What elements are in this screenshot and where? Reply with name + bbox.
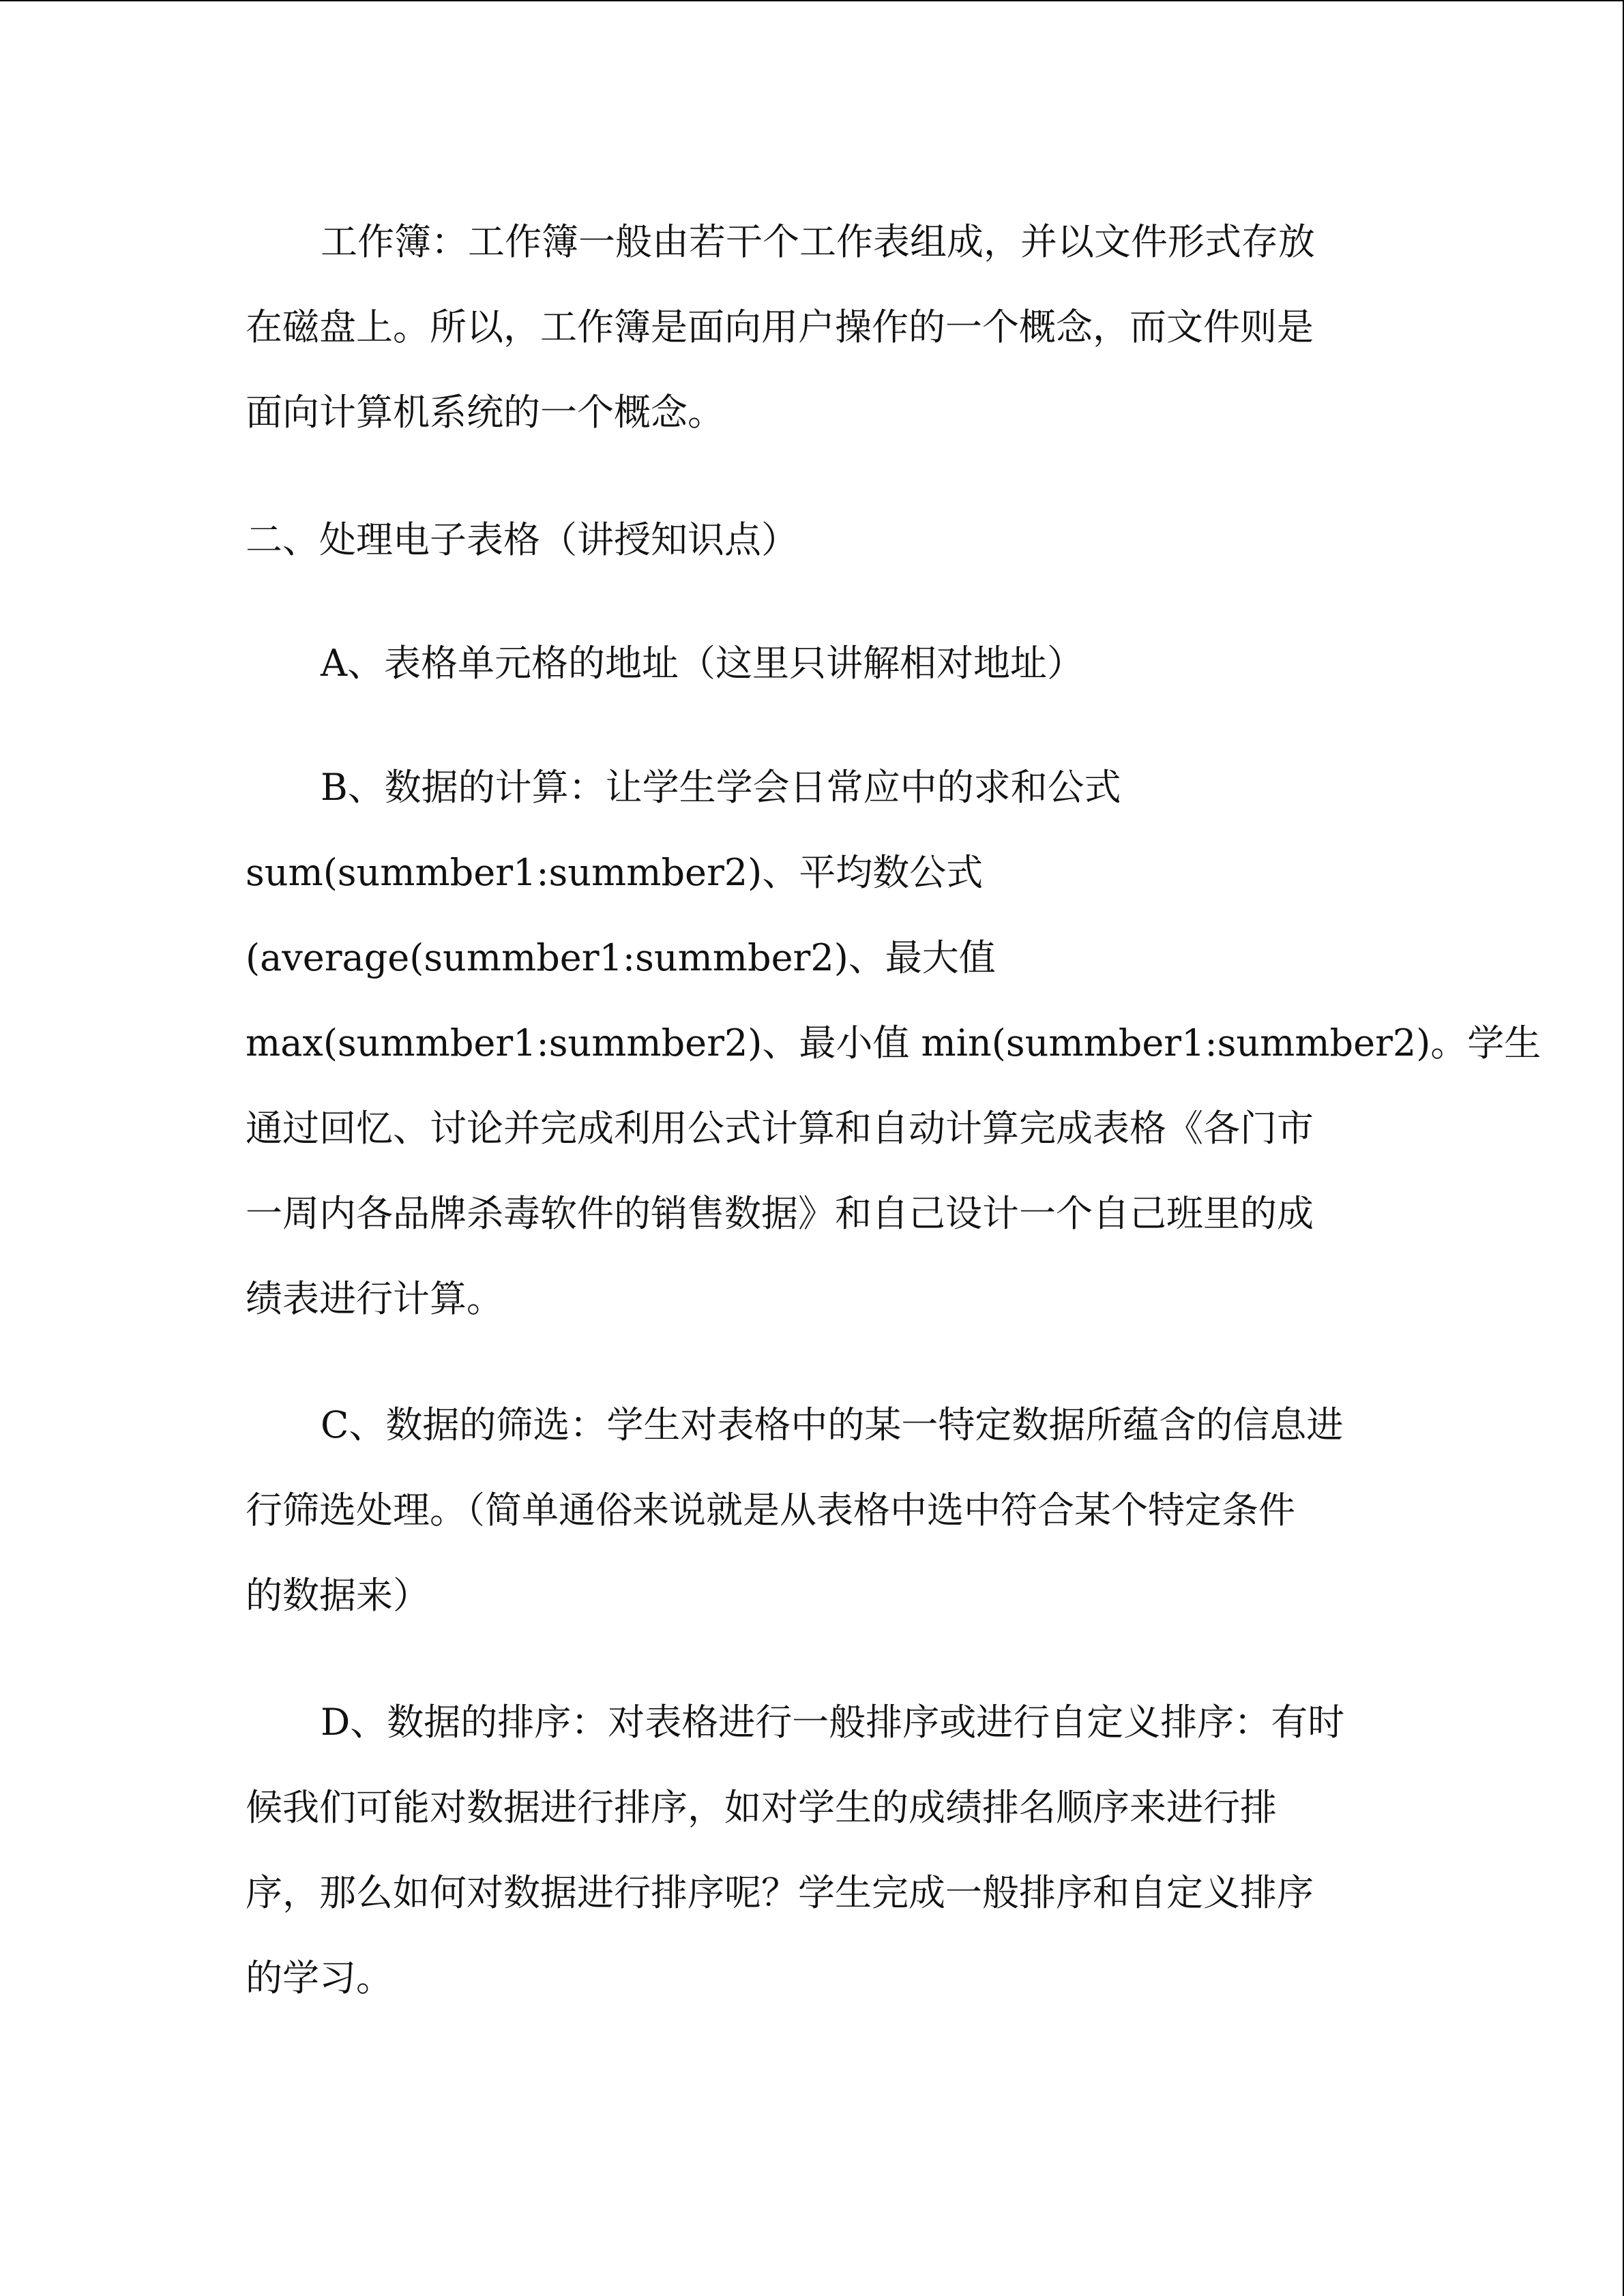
paragraph-item-a [246,621,1378,706]
paragraph-line: 的数据来） [246,1574,430,1617]
paragraph-line: max(summber1:summber2)、最小值 min(summber1:summber2)。学生 [246,1022,1541,1064]
paragraph-item-b [246,745,1541,1341]
paragraph-line: (average(summber1:summber2)、最大值 [246,936,996,979]
paragraph-line: 面向计算机系统的一个概念。 [246,391,724,434]
paragraph-line: 行筛选处理。（简单通俗来说就是从表格中选中符合某个特定条件 [246,1489,1295,1532]
paragraph-line: 在磁盘上。所以，工作簿是面向用户操作的一个概念，而文件则是 [246,305,1314,348]
section-heading [246,497,1378,582]
paragraph-line: 序，那么如何对数据进行排序呢？学生完成一般排序和自定义排序 [246,1871,1314,1914]
paragraph-line: 候我们可能对数据进行排序，如对学生的成绩排名顺序来进行排 [246,1786,1277,1829]
paragraph-line: 一周内各品牌杀毒软件的销售数据》和自己设计一个自己班里的成 [246,1192,1314,1235]
paragraph-item-c [246,1382,1378,1638]
paragraph-line: C、数据的筛选：学生对表格中的某一特定数据所蕴含的信息进 [321,1403,1344,1446]
paragraph-line: 通过回忆、讨论并完成利用公式计算和自动计算完成表格《各门市 [246,1107,1314,1150]
paragraph-line: A、表格单元格的地址（这里只讲解相对地址） [321,642,1084,685]
paragraph-line: D、数据的排序：对表格进行一般排序或进行自定义排序：有时 [321,1701,1345,1744]
paragraph-line: B、数据的计算：让学生学会日常应中的求和公式 [321,766,1121,809]
paragraph-line: 工作簿：工作簿一般由若干个工作表组成，并以文件形式存放 [321,220,1315,263]
paragraph-line: 的学习。 [246,1956,393,1999]
paragraph-line: sum(summber1:summber2)、平均数公式 [246,851,984,894]
paragraph-workbook [246,199,1378,455]
paragraph-line: 绩表进行计算。 [246,1277,503,1320]
section-heading-text: 二、处理电子表格（讲授知识点） [246,518,798,561]
paragraph-item-d [246,1680,1378,2021]
